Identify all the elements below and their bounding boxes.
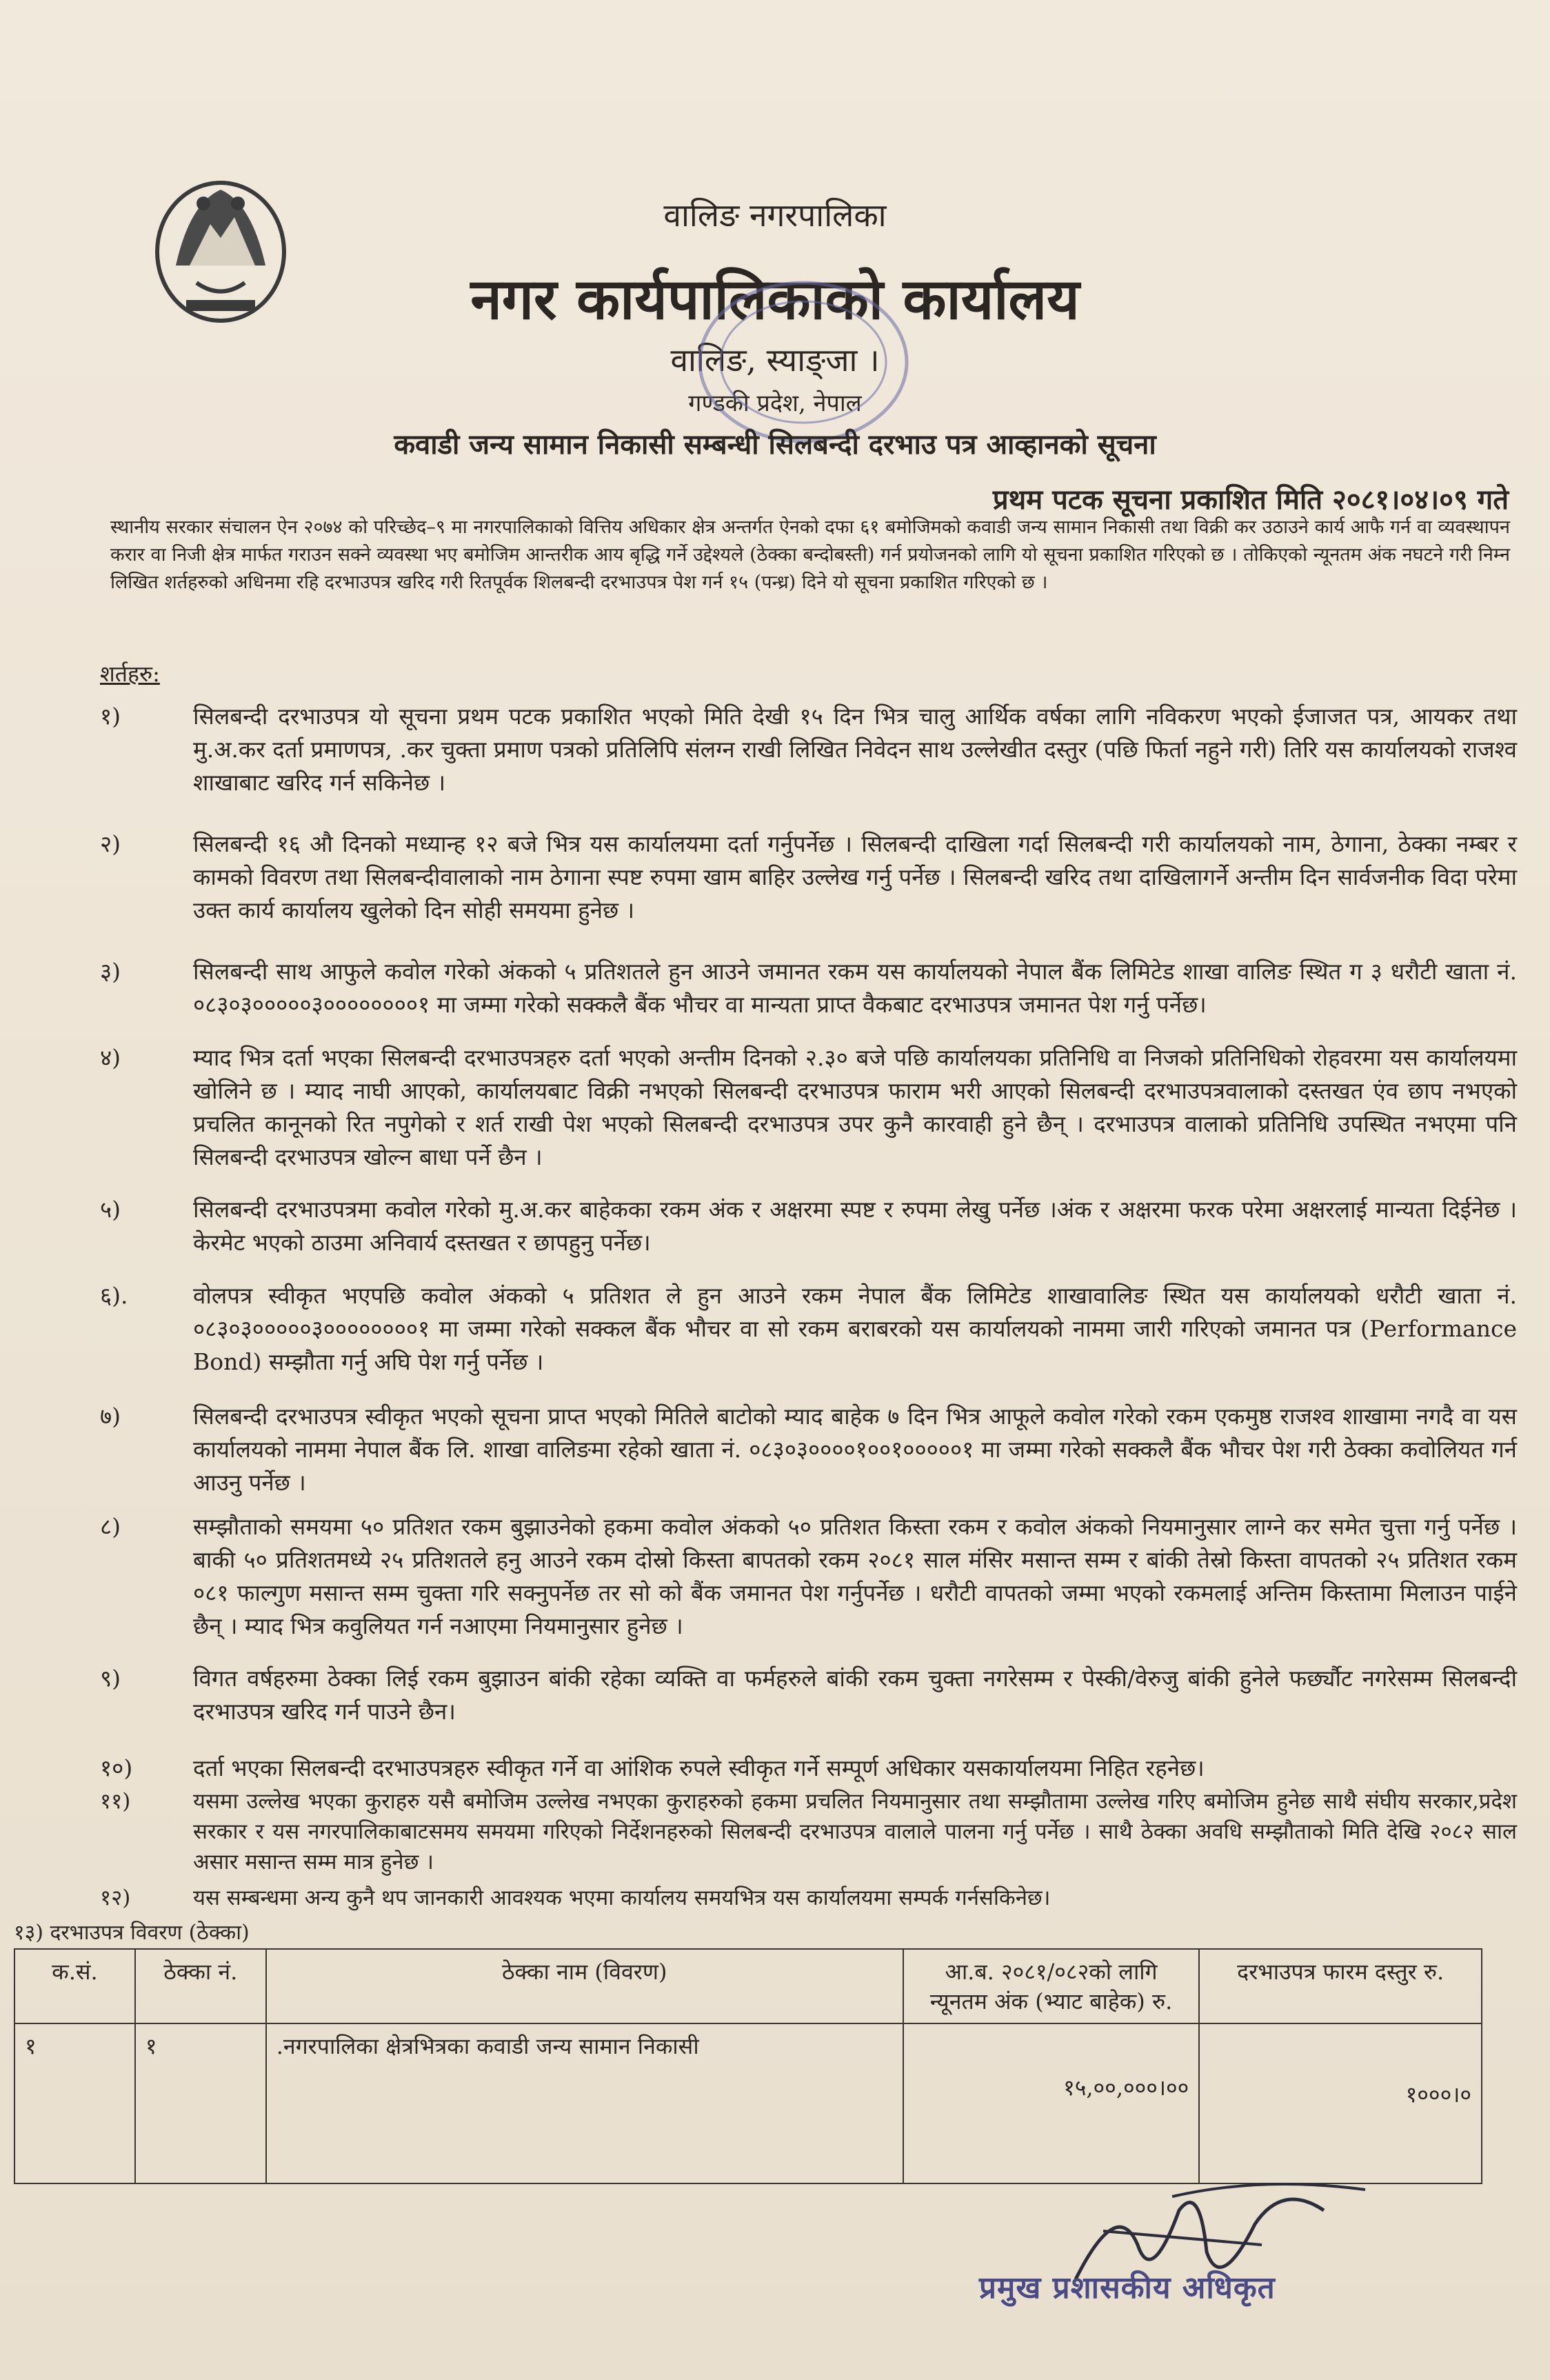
condition-number: २) — [100, 830, 121, 857]
condition-text: सिलबन्दी दरभाउपत्र यो सूचना प्रथम पटक प्रकाशित भएको मिति देखी १५ दिन भित्र चालु आर्थिक वर्षका लागि नविकरण भएको ईजाजत पत्र, आयकर तथा मु.अ.कर दर्ता प्रमाणपत्र, .कर चुक्ता प्रमाण पत्रको प्रतिलिपि संलग्न राखी लिखित निवेदन साथ उल्लेखीत दस्तुर (पछि फिर्ता नहुने गरी) तिरि यस कार्यालयको राजश्व शाखाबाट खरिद गर्न सकिनेछ । — [193, 703, 1517, 796]
table-row — [14, 2023, 1482, 2183]
col-header-serial: क.सं. — [14, 1949, 135, 2023]
office-address: वालिङ, स्याङ्जा । — [670, 341, 880, 379]
col-header-minimum-amount: आ.ब. २०८१/०८२को लागि न्यूनतम अंक (भ्याट बाहेक) रु. — [903, 1949, 1200, 2023]
condition-text: सिलबन्दी दरभाउपत्रमा कवोल गरेको मु.अ.कर बाहेकका रकम अंक र अक्षरमा स्पष्ट र रुपमा लेखु पर्नेछ ।अंक र अक्षरमा फरक परेमा अक्षरलाई मान्यता दिईनेछ । केरमेट भएको ठाउमा अनिवार्य दस्तखत र छापहुनु पर्नेछ। — [193, 1196, 1517, 1256]
publication-date: प्रथम पटक सूचना प्रकाशित मिति २०८१।०४।०९ गते — [992, 483, 1509, 516]
condition-text: सम्झौताको समयमा ५० प्रतिशत रकम बुझाउनेको हकमा कवोल अंकको ५० प्रतिशत किस्ता रकम र कवोल अंकको नियमानुसार लाग्ने कर समेत चुत्ता गर्नु पर्नेछ । बाकी ५० प्रतिशतमध्ये २५ प्रतिशतले हनु आउने रकम दोस्रो किस्ता बापतको रकम २०८१ साल मंसिर मसान्त सम्म र बांकी तेस्रो किस्ता वापतको २५ प्रतिशत रकम ०८१ फाल्गुण मसान्त सम्म चुक्ता गरि सक्नुपर्नेछ तर सो को बैंक जमानत पेश गर्नुपर्नेछ । धरौटी वापतको जम्मा भएको रकमलाई अन्तिम किस्तामा मिलाउन पाईने छैन् । म्याद भित्र कवुलियत गर्न नआएमा नियमानुसार हुनेछ । — [193, 1513, 1517, 1639]
condition-item — [100, 1883, 1517, 1913]
condition-text: म्याद भित्र दर्ता भएका सिलबन्दी दरभाउपत्रहरु दर्ता भएको अन्तीम दिनको २.३० बजे पछि कार्यालयका प्रतिनिधि वा निजको प्रतिनिधिको रोहवरमा यस कार्यालयमा खोलिने छ । म्याद नाघी आएको, कार्यालयबाट विक्री नभएको सिलबन्दी दरभाउपत्र फाराम भरी आएको सिलबन्दी दरभाउपत्रवालाको दस्तखत एंव छाप नभएको प्रचलित कानूनको रित नपुगेको र शर्त राखी पेश भएको सिलबन्दी दरभाउपत्र उपर कुनै कारवाही हुने छैन् । दरभाउपत्र वालाको प्रतिनिधि उपस्थित नभएमा पनि सिलबन्दी दरभाउपत्र खोल्न बाधा पर्ने छैन । — [193, 1044, 1517, 1170]
condition-number: १०) — [100, 1754, 133, 1781]
table-caption: १३) दरभाउपत्र विवरण (ठेक्का) — [14, 1921, 250, 1945]
condition-item — [100, 828, 1517, 927]
bid-details-table — [14, 1948, 1482, 2184]
conditions-heading: शर्तहरु: — [100, 661, 160, 687]
condition-item — [100, 1786, 1517, 1877]
condition-item — [100, 955, 1517, 1021]
cell-minimum-amount: १५,००,०००।०० — [903, 2023, 1200, 2183]
condition-item — [100, 1662, 1517, 1728]
condition-number: ५) — [100, 1196, 121, 1223]
col-header-contract-no: ठेक्का नं. — [135, 1949, 266, 2023]
office-province: गण्डकी प्रदेश, नेपाल — [688, 390, 862, 417]
notice-subject: कवाडी जन्य सामान निकासी सम्बन्धी सिलबन्दी दरभाउ पत्र आव्हानको सूचना — [394, 428, 1156, 461]
condition-text: यस सम्बन्धमा अन्य कुनै थप जानकारी आवश्यक भएमा कार्यालय समयभित्र यस कार्यालयमा सम्पर्क गर्नसकिनेछ। — [193, 1886, 1051, 1910]
table-header-row — [14, 1949, 1482, 2023]
cell-form-fee: १०००।० — [1199, 2023, 1482, 2183]
col-header-contract-name: ठेक्का नाम (विवरण) — [266, 1949, 903, 2023]
cell-contract-name: .नगरपालिका क्षेत्रभित्रका कवाडी जन्य सामान निकासी — [266, 2023, 903, 2183]
org-name: वालिङ नगरपालिका — [663, 197, 887, 234]
condition-text: सिलबन्दी साथ आफुले कवोल गरेको अंकको ५ प्रतिशतले हुन आउने जमानत रकम यस कार्यालयको नेपाल बैंक लिमिटेड शाखा वालिङ स्थित ग ३ धरौटी खाता नं. ०८३०३०००००३००००००००१ मा जम्मा गरेको सक्कलै बैंक भौचर वा मान्यता प्राप्त वैकबाट दरभाउपत्र जमानत पेश गर्नु पर्नेछ। — [193, 958, 1517, 1018]
condition-text: यसमा उल्लेख भएका कुराहरु यसै बमोजिम उल्लेख नभएका कुराहरुको हकमा प्रचलित नियमानुसार तथा सम्झौतामा उल्लेख गरिए बमोजिम हुनेछ साथै संघीय सरकार,प्रदेश सरकार र यस नगरपालिकाबाटसमय समयमा गरिएको निर्देशनहरुको सिलबन्दी दरभाउपत्र वालाले पालना गर्नु पर्नेछ । साथै ठेक्का अवधि सम्झौताको मिति देखि २०८२ साल असार मसान्त सम्म मात्र हुनेछ । — [193, 1789, 1517, 1874]
condition-item — [100, 1400, 1517, 1499]
col-header-form-fee: दरभाउपत्र फारम दस्तुर रु. — [1199, 1949, 1482, 2023]
cell-contract-no: १ — [135, 2023, 266, 2183]
intro-paragraph: स्थानीय सरकार संचालन ऐन २०७४ को परिच्छेद–९ मा नगरपालिकाको वित्तिय अधिकार क्षेत्र अन्तर्गत ऐनको दफा ६१ बमोजिमको कवाडी जन्य सामान निकासी तथा विक्री कर उठाउने कार्य आफै गर्न वा व्यवस्थापन करार वा निजी क्षेत्र मार्फत गराउन सक्ने व्यवस्था भए बमोजिम आन्तरीक आय बृद्धि गर्ने उद्देश्यले (ठेक्का बन्दोबस्ती) गर्न प्रयोजनको लागि यो सूचना प्रकाशित गरिएको छ । तोकिएको न्यूनतम अंक नघटने गरी निम्न लिखित शर्तहरुको अधिनमा रहि दरभाउपत्र खरिद गरी रितपूर्वक शिलबन्दी दरभाउपत्र पेश गर्न १५ (पन्ध्र) दिने यो सूचना प्रकाशित गरिएको छ । — [110, 517, 1510, 593]
office-title: नगर कार्यपालिकाको कार्यालय — [470, 266, 1080, 332]
condition-text: दर्ता भएका सिलबन्दी दरभाउपत्रहरु स्वीकृत गर्ने वा आंशिक रुपले स्वीकृत गर्ने सम्पूर्ण अधिकार यसकार्यालयमा निहित रहनेछ। — [193, 1754, 1205, 1781]
signatory-title: प्रमुख प्रशासकीय अधिकृत — [979, 2270, 1276, 2306]
condition-item — [100, 1510, 1517, 1643]
condition-number: ४) — [100, 1044, 121, 1071]
condition-number: ७) — [100, 1403, 121, 1430]
condition-number: ११) — [100, 1789, 131, 1814]
condition-item — [100, 1193, 1517, 1259]
condition-text: सिलबन्दी १६ औ दिनको मध्यान्ह १२ बजे भित्र यस कार्यालयमा दर्ता गर्नुपर्नेछ । सिलबन्दी दाखिला गर्दा सिलबन्दी गरी कार्यालयको नाम, ठेगाना, ठेक्का नम्बर र कामको विवरण तथा सिलबन्दीवालाको नाम ठेगाना स्पष्ट रुपमा खाम बाहिर उल्लेख गर्नु पर्नेछ । सिलबन्दी खरिद तथा दाखिलागर्ने अन्तीम दिन सार्वजनीक विदा परेमा उक्त कार्य कार्यालय खुलेको दिन सोही समयमा हुनेछ । — [193, 830, 1517, 923]
condition-number: ६). — [100, 1282, 128, 1309]
condition-text: सिलबन्दी दरभाउपत्र स्वीकृत भएको सूचना प्राप्त भएको मितिले बाटोको म्याद बाहेक ७ दिन भित्र आफूले कवोल गरेको रकम एकमुष्ठ राजश्व शाखामा नगदै वा यस कार्यालयको नाममा नेपाल बैंक लि. शाखा वालिङमा रहेको खाता नं. ०८३०३००००१००१०००००१ मा जम्मा गरेको सक्कलै बैंक भौचर पेश गरी ठेक्का कवोलियत गर्न आउनु पर्नेछ । — [193, 1403, 1517, 1496]
condition-number: ८) — [100, 1513, 121, 1540]
condition-number: १) — [100, 703, 121, 730]
condition-text: विगत वर्षहरुमा ठेक्का लिई रकम बुझाउन बांकी रहेका व्यक्ति वा फर्महरुले बांकी रकम चुक्ता नगरेसम्म र पेस्की/वेरुजु बांकी हुनेले फर्छ्यौट नगरेसम्म सिलबन्दी दरभाउपत्र खरिद गर्न पाउने छैन। — [193, 1665, 1517, 1725]
condition-number: ९) — [100, 1665, 121, 1692]
condition-item — [100, 1041, 1517, 1174]
condition-item — [100, 700, 1517, 799]
cell-serial: १ — [14, 2023, 135, 2183]
condition-item — [100, 1752, 1517, 1785]
condition-item — [100, 1279, 1517, 1379]
condition-number: १२) — [100, 1886, 131, 1910]
condition-number: ३) — [100, 958, 121, 985]
condition-text: वोलपत्र स्वीकृत भएपछि कवोल अंकको ५ प्रतिशत ले हुन आउने रकम नेपाल बैंक लिमिटेड शाखावालिङ स्थित यस कार्यालयको धरौटी खाता नं. ०८३०३०००००३००००००००१ मा जम्मा गरेको सक्कल बैंक भौचर वा सो रकम बराबरको यस कार्यालयको नाममा जारी गरिएको जमानत पत्र (Performance Bond) सम्झौता गर्नु अघि पेश गर्नु पर्नेछ । — [193, 1282, 1517, 1375]
